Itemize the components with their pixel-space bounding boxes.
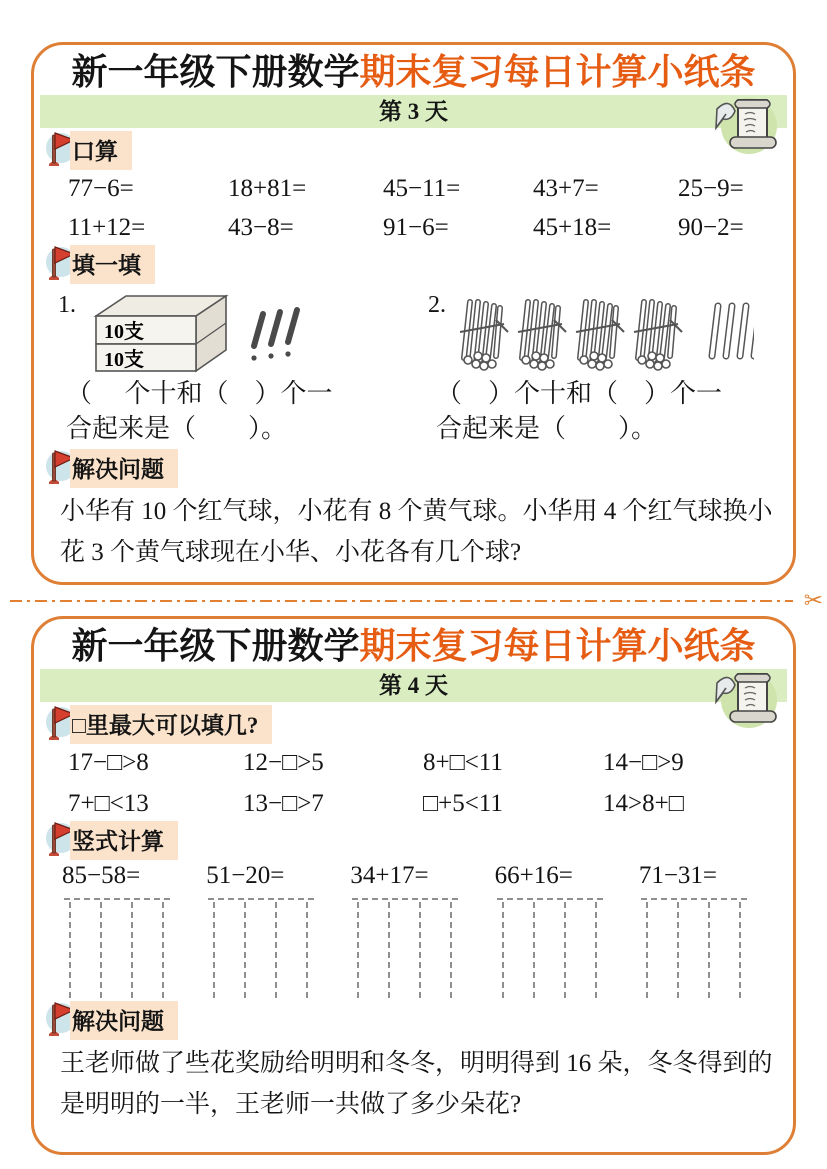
card-title — [44, 623, 783, 669]
fill-item-1-figure — [58, 290, 410, 376]
dash-dot-line — [10, 600, 793, 602]
section-label: 填一填 — [70, 245, 155, 284]
vertical-calc-cell — [206, 862, 350, 998]
maxfill-problem: 14>8+□ — [603, 790, 684, 817]
item-number: 1. — [58, 292, 76, 318]
day-banner — [40, 669, 787, 702]
vertical-problem: 71−31= — [638, 862, 718, 889]
cut-line — [0, 588, 827, 614]
oral-problem: 25−9= — [678, 175, 744, 202]
vertical-problem: 66+16= — [494, 862, 573, 889]
vertical-calc-cell — [639, 862, 783, 998]
card-title-black: 新一年级下册数学 — [71, 52, 360, 92]
oral-problem: 11+12= — [68, 214, 146, 241]
fill-item-2-figure — [428, 290, 783, 376]
maxfill-problem: 8+□<11 — [423, 749, 503, 776]
vertical-problem: 85−58= — [62, 862, 141, 889]
section-header-vertical — [40, 820, 783, 860]
section-header-solve — [40, 448, 783, 488]
oral-problem: 45+18= — [533, 214, 612, 241]
section-label: 竖式计算 — [70, 821, 178, 860]
fill-item-1 — [58, 290, 410, 446]
oral-problem: 77−6= — [68, 175, 134, 202]
vertical-problem: 51−20= — [206, 862, 285, 889]
worksheet-card-day4 — [31, 616, 796, 1155]
fill-item-1-line1: （ 个十和（ ）个一 — [66, 379, 333, 408]
scroll-quill-icon — [707, 89, 785, 166]
day-label: 第 4 天 — [379, 673, 448, 698]
day-label: 第 3 天 — [379, 99, 448, 124]
oral-problem: 91−6= — [383, 214, 449, 241]
word-problem-text: 小华有 10 个红气球，小花有 8 个黄气球。小华用 4 个红气球换小花 3 个黄气球现在小华、小花各有几个球? — [60, 498, 773, 566]
working-grid — [497, 898, 603, 998]
vertical-problem: 34+17= — [350, 862, 429, 889]
fill-item-1-line2: 合起来是（ ）。 — [66, 414, 288, 443]
maxfill-problem: □+5<11 — [423, 790, 503, 817]
section-header-oral — [40, 130, 783, 170]
section-header-fill — [40, 244, 783, 284]
oral-problem: 18+81= — [228, 175, 307, 202]
vertical-calc-cell — [62, 862, 206, 998]
box-bottom-label: 10支 — [104, 349, 144, 371]
section-label: 解决问题 — [70, 1001, 178, 1040]
oral-problem: 45−11= — [383, 175, 461, 202]
word-problem-text: 王老师做了些花奖励给明明和冬冬，明明得到 16 朵，冬冬得到的是明明的一半，王老师一共做了多少朵花? — [60, 1050, 773, 1118]
oral-problem: 43−8= — [228, 214, 294, 241]
card-title-orange: 期末复习每日计算小纸条 — [359, 626, 756, 666]
fill-items-row — [44, 284, 783, 446]
vertical-calc-cell — [350, 862, 494, 998]
maxfill-problem: 13−□>7 — [243, 790, 324, 817]
oral-problems-grid — [44, 170, 783, 242]
maxfill-problem: 17−□>8 — [68, 749, 149, 776]
card-title-orange: 期末复习每日计算小纸条 — [359, 52, 756, 92]
working-grid — [64, 898, 170, 998]
vertical-calc-row — [44, 862, 783, 998]
fill-item-2 — [410, 290, 783, 446]
oral-problem: 90−2= — [678, 214, 744, 241]
day-banner — [40, 95, 787, 128]
oral-problem: 43+7= — [533, 175, 599, 202]
pencil-boxes-illustration — [84, 290, 234, 374]
section-label: 口算 — [70, 131, 132, 170]
card-title — [44, 49, 783, 95]
section-label: □里最大可以填几? — [70, 705, 272, 744]
section-header-maxfill — [40, 704, 783, 744]
fill-item-2-line1: （ ）个十和（ ）个一 — [436, 379, 723, 408]
working-grid — [641, 898, 747, 998]
section-header-solve — [40, 1000, 783, 1040]
box-top-label: 10支 — [104, 321, 144, 343]
maxfill-problem: 12−□>5 — [243, 749, 324, 776]
three-sticks-illustration — [246, 306, 304, 378]
maxfill-problem: 7+□<13 — [68, 790, 149, 817]
maxfill-problem: 14−□>9 — [603, 749, 684, 776]
working-grid — [352, 898, 458, 998]
card-title-black: 新一年级下册数学 — [71, 626, 360, 666]
item-number: 2. — [428, 292, 446, 318]
maxfill-problems-grid — [44, 744, 783, 818]
scissors-icon: ✂ — [803, 588, 823, 614]
worksheet-card-day3 — [31, 42, 796, 585]
scroll-quill-icon — [707, 663, 785, 740]
working-grid — [208, 898, 314, 998]
vertical-calc-cell — [495, 862, 639, 998]
fill-item-2-line2: 合起来是（ ）。 — [436, 414, 658, 443]
stick-bundles-illustration — [454, 294, 754, 376]
section-label: 解决问题 — [70, 449, 178, 488]
